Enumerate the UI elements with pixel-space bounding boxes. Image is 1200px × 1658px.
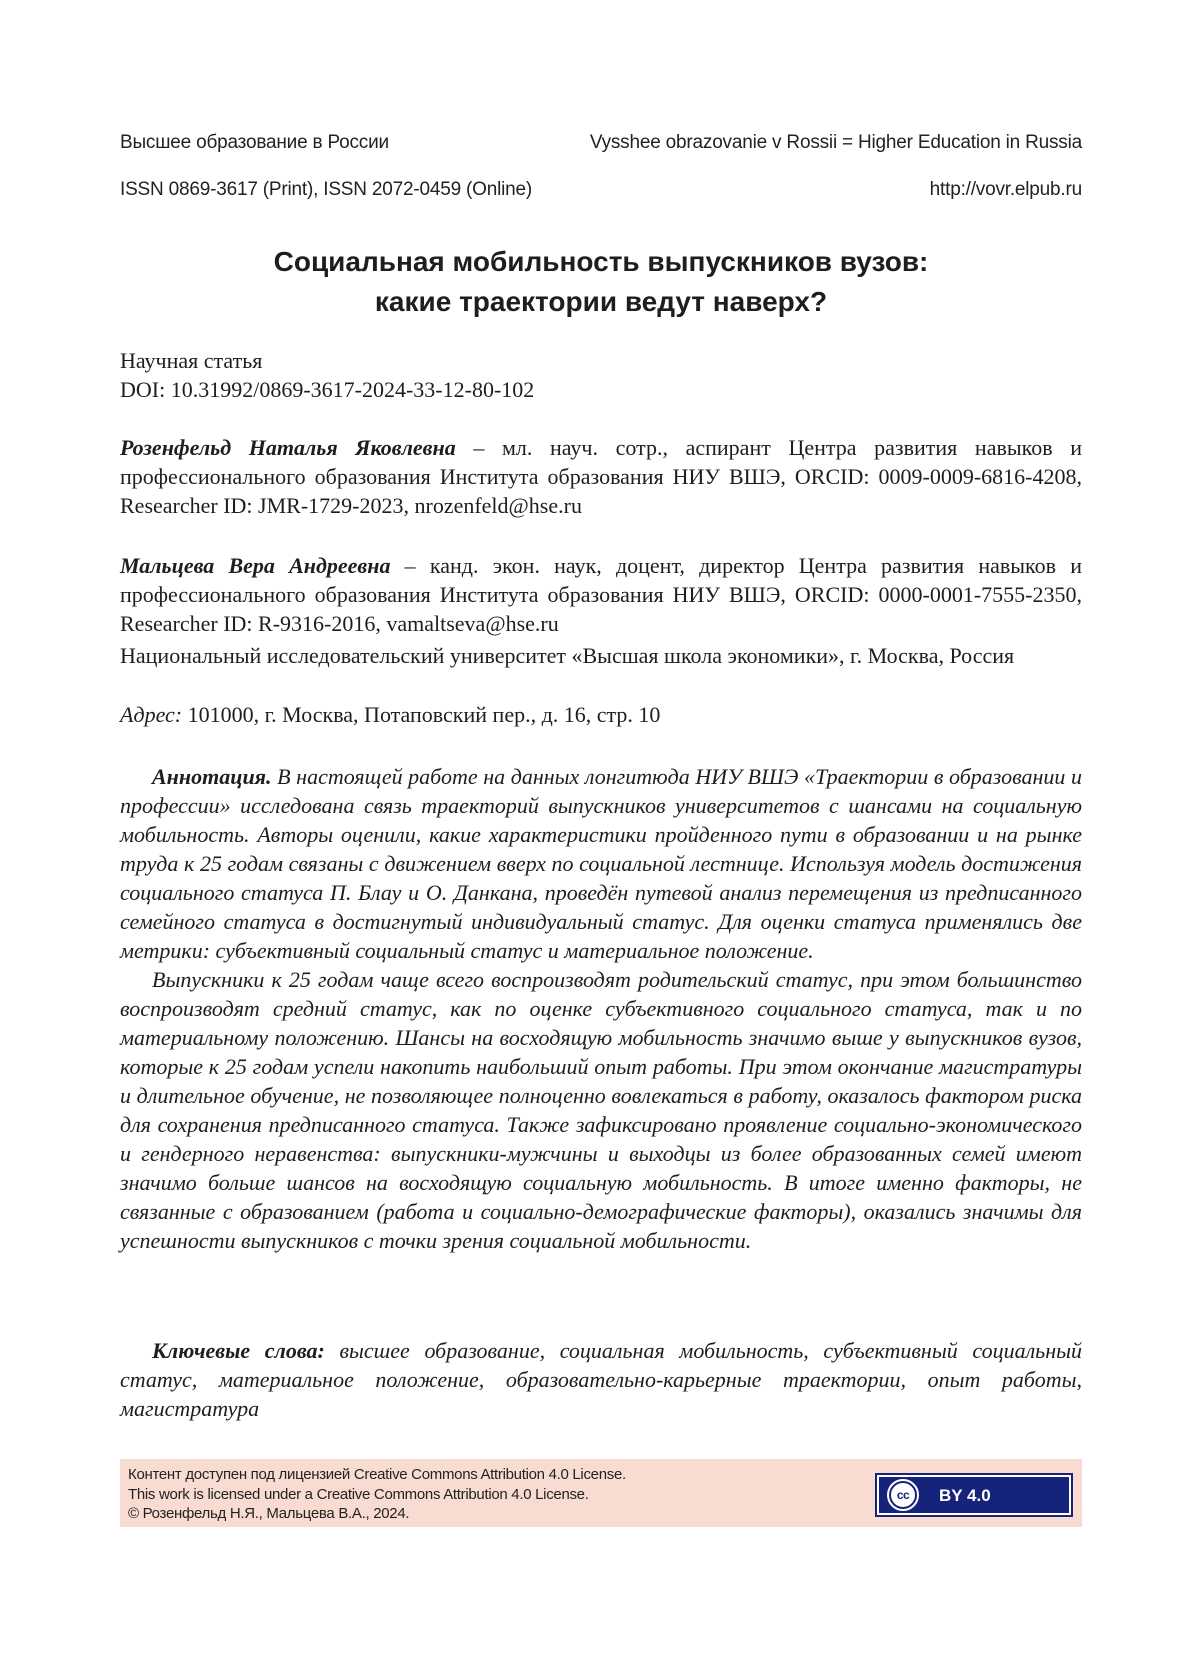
keywords	[120, 1336, 1082, 1423]
creative-commons-icon: cc	[889, 1481, 917, 1509]
journal-name-en: Vysshee obrazovanie v Rossii = Higher Education in Russia	[589, 132, 1082, 153]
issn-text: ISSN 0869-3617 (Print), ISSN 2072-0459 (Online)	[120, 179, 532, 200]
address-value: 101000, г. Москва, Потаповский пер., д. 16, стр. 10	[182, 702, 661, 727]
abstract-text-1: В настоящей работе на данных лонгитюда НИУ ВШЭ «Траектории в образовании и профессии» исследована связь траекторий выпускников университетов с шансами на социальную мобильность. Авторы оценили, какие характеристики пройденного пути в образовании и на рынке труда к 25 годам связаны с движением вверх по социальной лестнице. Используя модель достижения социального статуса П. Блау и О. Данкана, проведён путевой анализ перемещения из предписанного семейного статуса в достигнутый индивидуальный статус. Для оценки статуса применялись две метрики: субъективный социальный статус и материальное положение.	[120, 764, 1082, 963]
author-info-2: – канд. экон. наук, доцент, директор Центра развития навыков и профессионального образования Института образования НИУ ВШЭ, ORCID: 0000-0001-7555-2350, Researcher ID: R-9316-2016, vamaltseva@hse.ru	[120, 553, 1082, 636]
keywords-label: Ключевые слова:	[152, 1338, 325, 1363]
author-name-1: Розенфельд Наталья Яковлевна	[120, 435, 456, 460]
address-label: Адрес:	[120, 702, 183, 727]
article-title	[120, 242, 1082, 322]
author-entry-2	[120, 551, 1082, 638]
article-page	[120, 0, 1082, 1658]
author-info-1: – мл. науч. сотр., аспирант Центра развития навыков и профессионального образования Института образования НИУ ВШЭ, ORCID: 0009-0009-6816-4208, Researcher ID: JMR-1729-2023, nrozenfeld@hse.ru	[120, 435, 1082, 518]
license-box	[120, 1459, 1082, 1527]
running-header	[120, 132, 1082, 154]
article-type: Научная статья	[120, 348, 263, 373]
cc-by-badge[interactable]	[877, 1475, 1071, 1515]
abstract-paragraph-2: Выпускники к 25 годам чаще всего воспроизводят родительский статус, при этом большинство воспроизводят средний статус, как по оценке субъективного социального статуса, так и по материальному положению. Шансы на восходящую мобильность значимо выше у выпускников вузов, которые к 25 годам успели накопить наибольший опыт работы. При этом окончание магистратуры и длительное обучение, не позволяющее полноценно вовлекаться в работу, оказалось фактором риска для сохранения предписанного статуса. Также зафиксировано проявление социально-экономического и гендерного неравенства: выпускники-мужчины и выходцы из более образованных семей имеют значимо больше шансов на восходящую социальную мобильность. В итоге именно факторы, не связанные с образованием (работа и социально-демографические факторы), оказались значимы для успешности выпускников с точки зрения социальной мобильности.	[120, 967, 1082, 1253]
author-entry-1	[120, 433, 1082, 520]
abstract-label: Аннотация.	[152, 764, 272, 789]
cc-badge-label: BY 4.0	[939, 1486, 991, 1505]
license-line-en: This work is licensed under a Creative Commons Attribution 4.0 License.	[128, 1485, 589, 1503]
affiliation: Национальный исследовательский университет «Высшая школа экономики», г. Москва, Россия	[120, 643, 1015, 668]
abstract-paragraph-1	[120, 762, 1082, 965]
journal-name-ru: Высшее образование в России	[120, 132, 389, 153]
article-meta	[120, 346, 1082, 404]
title-line-2: какие траектории ведут наверх?	[374, 286, 828, 317]
journal-url[interactable]: http://vovr.elpub.ru	[929, 179, 1082, 200]
license-text	[128, 1465, 626, 1524]
article-doi[interactable]: DOI: 10.31992/0869-3617-2024-33-12-80-102	[120, 377, 535, 402]
author-name-2: Мальцева Вера Андреевна	[120, 553, 391, 578]
abstract	[120, 762, 1082, 1255]
license-line-ru: Контент доступен под лицензией Creative Commons Attribution 4.0 License.	[128, 1466, 626, 1483]
keywords-value: высшее образование, социальная мобильность, субъективный социальный статус, материальное положение, образовательно-карьерные траектории, опыт работы, магистратура	[120, 1338, 1083, 1421]
title-line-1: Социальная мобильность выпускников вузов:	[273, 246, 929, 277]
address	[120, 700, 1082, 729]
copyright-line: © Розенфельд Н.Я., Мальцева В.А., 2024.	[128, 1505, 410, 1522]
issn-header	[120, 179, 1082, 201]
